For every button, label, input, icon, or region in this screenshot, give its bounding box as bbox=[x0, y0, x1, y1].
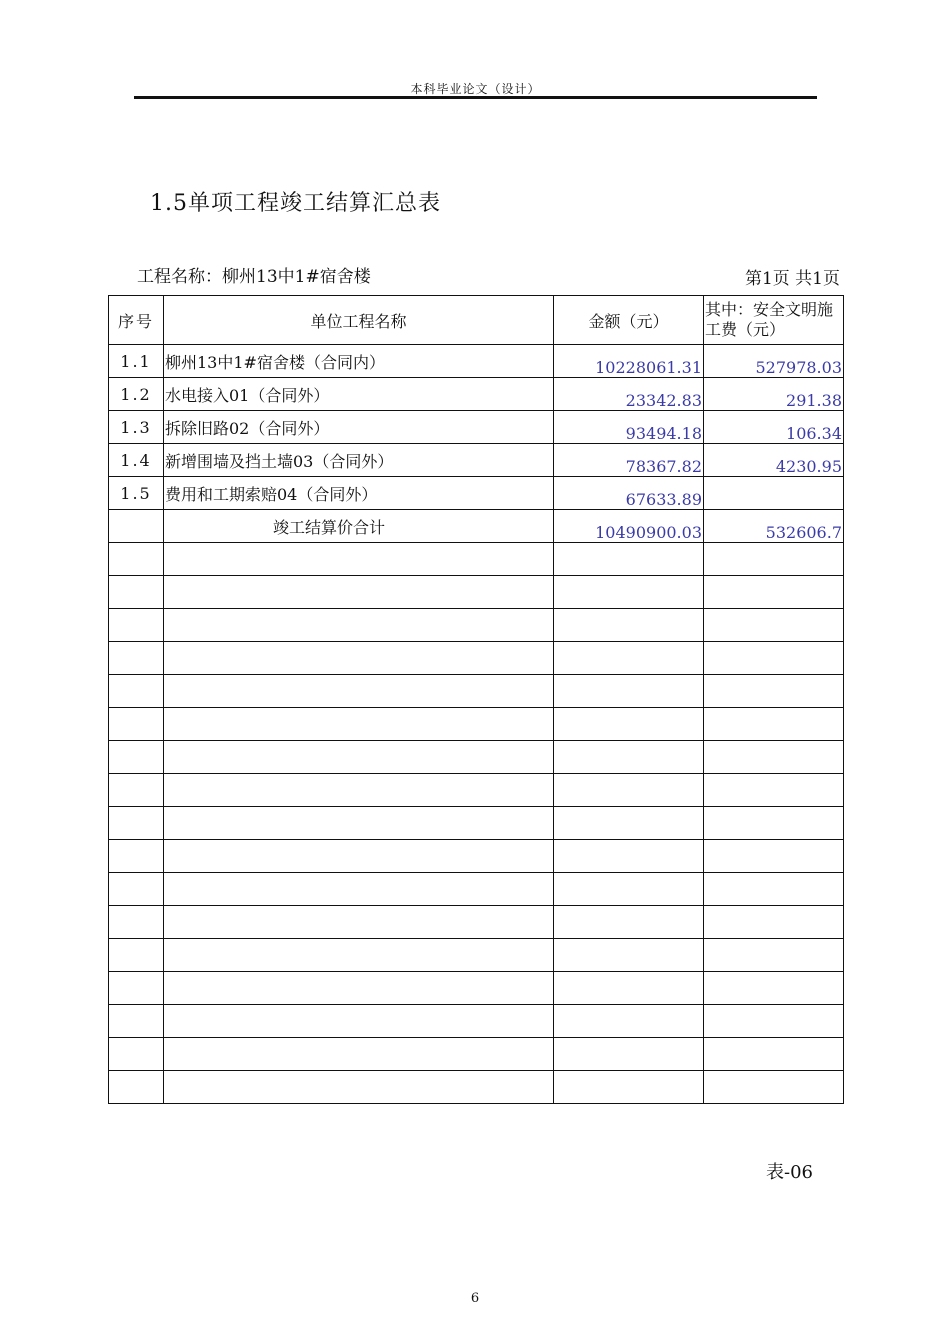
empty-cell bbox=[704, 807, 844, 840]
empty-cell bbox=[704, 873, 844, 906]
empty-cell bbox=[164, 774, 554, 807]
empty-cell bbox=[704, 609, 844, 642]
empty-row bbox=[109, 906, 844, 939]
empty-cell bbox=[164, 906, 554, 939]
row-no: 1.3 bbox=[109, 411, 164, 444]
empty-cell bbox=[554, 939, 704, 972]
table-row bbox=[109, 477, 844, 510]
empty-row bbox=[109, 741, 844, 774]
section-title: 1.5单项工程竣工结算汇总表 bbox=[150, 191, 441, 216]
empty-row bbox=[109, 1038, 844, 1071]
empty-cell bbox=[554, 906, 704, 939]
row-amount: 23342.83 bbox=[554, 378, 704, 411]
total-amount: 10490900.03 bbox=[554, 510, 704, 543]
row-amount: 67633.89 bbox=[554, 477, 704, 510]
empty-cell bbox=[554, 873, 704, 906]
row-safety-fee: 527978.03 bbox=[704, 345, 844, 378]
page-number: 6 bbox=[470, 1291, 480, 1306]
total-safety-fee: 532606.7 bbox=[704, 510, 844, 543]
table-row bbox=[109, 411, 844, 444]
empty-cell bbox=[704, 741, 844, 774]
row-safety-fee: 106.34 bbox=[704, 411, 844, 444]
table-header-row bbox=[109, 296, 844, 345]
empty-row bbox=[109, 708, 844, 741]
table-tag: 表-06 bbox=[766, 1162, 813, 1183]
empty-cell bbox=[554, 1038, 704, 1071]
empty-cell bbox=[109, 807, 164, 840]
empty-cell bbox=[109, 741, 164, 774]
empty-cell bbox=[704, 576, 844, 609]
empty-cell bbox=[554, 609, 704, 642]
row-amount: 78367.82 bbox=[554, 444, 704, 477]
running-header: 本科毕业论文（设计） bbox=[410, 82, 541, 96]
row-name: 费用和工期索赔04（合同外） bbox=[164, 477, 554, 510]
empty-cell bbox=[164, 675, 554, 708]
empty-cell bbox=[554, 675, 704, 708]
empty-cell bbox=[704, 906, 844, 939]
row-safety-fee bbox=[704, 477, 844, 510]
empty-cell bbox=[554, 708, 704, 741]
empty-row bbox=[109, 939, 844, 972]
row-name: 拆除旧路02（合同外） bbox=[164, 411, 554, 444]
empty-row bbox=[109, 642, 844, 675]
empty-cell bbox=[704, 675, 844, 708]
empty-cell bbox=[164, 972, 554, 1005]
empty-row bbox=[109, 1005, 844, 1038]
empty-row bbox=[109, 873, 844, 906]
empty-cell bbox=[164, 1038, 554, 1071]
empty-cell bbox=[554, 642, 704, 675]
empty-cell bbox=[164, 576, 554, 609]
row-no: 1.4 bbox=[109, 444, 164, 477]
empty-cell bbox=[704, 1005, 844, 1038]
empty-cell bbox=[164, 840, 554, 873]
page-info: 第1页 共1页 bbox=[744, 269, 840, 289]
empty-cell bbox=[704, 840, 844, 873]
empty-row bbox=[109, 807, 844, 840]
empty-cell bbox=[109, 708, 164, 741]
empty-row bbox=[109, 840, 844, 873]
empty-cell bbox=[109, 906, 164, 939]
empty-cell bbox=[554, 1005, 704, 1038]
empty-cell bbox=[109, 873, 164, 906]
empty-cell bbox=[164, 708, 554, 741]
empty-cell bbox=[704, 1038, 844, 1071]
empty-cell bbox=[109, 642, 164, 675]
header-no: 序号 bbox=[109, 296, 164, 345]
row-no: 1.1 bbox=[109, 345, 164, 378]
empty-cell bbox=[554, 840, 704, 873]
row-amount: 93494.18 bbox=[554, 411, 704, 444]
row-no: 1.5 bbox=[109, 477, 164, 510]
empty-cell bbox=[164, 609, 554, 642]
table-row bbox=[109, 378, 844, 411]
empty-cell bbox=[164, 1071, 554, 1104]
empty-cell bbox=[554, 1071, 704, 1104]
empty-cell bbox=[704, 774, 844, 807]
row-name: 新增围墙及挡土墙03（合同外） bbox=[164, 444, 554, 477]
empty-cell bbox=[554, 807, 704, 840]
empty-cell bbox=[109, 675, 164, 708]
empty-cell bbox=[554, 972, 704, 1005]
empty-cell bbox=[109, 609, 164, 642]
empty-cell bbox=[704, 939, 844, 972]
empty-cell bbox=[554, 741, 704, 774]
empty-row bbox=[109, 972, 844, 1005]
empty-cell bbox=[109, 543, 164, 576]
total-label: 竣工结算价合计 bbox=[164, 510, 554, 543]
empty-cell bbox=[704, 708, 844, 741]
header-amount: 金额（元） bbox=[554, 296, 704, 345]
header-name: 单位工程名称 bbox=[164, 296, 554, 345]
row-safety-fee: 291.38 bbox=[704, 378, 844, 411]
header-rule bbox=[134, 96, 817, 99]
summary-table bbox=[108, 295, 844, 1104]
empty-cell bbox=[704, 972, 844, 1005]
table-row bbox=[109, 444, 844, 477]
empty-cell bbox=[109, 1005, 164, 1038]
empty-cell bbox=[164, 543, 554, 576]
empty-row bbox=[109, 774, 844, 807]
empty-cell bbox=[109, 1038, 164, 1071]
empty-cell bbox=[554, 576, 704, 609]
empty-cell bbox=[109, 972, 164, 1005]
empty-cell bbox=[164, 807, 554, 840]
total-no bbox=[109, 510, 164, 543]
empty-cell bbox=[704, 642, 844, 675]
empty-row bbox=[109, 609, 844, 642]
empty-cell bbox=[109, 1071, 164, 1104]
row-no: 1.2 bbox=[109, 378, 164, 411]
empty-cell bbox=[554, 543, 704, 576]
empty-cell bbox=[164, 873, 554, 906]
total-row bbox=[109, 510, 844, 543]
row-name: 柳州13中1#宿舍楼（合同内） bbox=[164, 345, 554, 378]
empty-cell bbox=[109, 840, 164, 873]
empty-cell bbox=[704, 1071, 844, 1104]
row-safety-fee: 4230.95 bbox=[704, 444, 844, 477]
empty-cell bbox=[704, 543, 844, 576]
empty-row bbox=[109, 1071, 844, 1104]
empty-cell bbox=[164, 741, 554, 774]
empty-row bbox=[109, 675, 844, 708]
empty-cell bbox=[109, 939, 164, 972]
empty-cell bbox=[164, 642, 554, 675]
empty-cell bbox=[109, 576, 164, 609]
header-safety-fee: 其中：安全文明施工费（元） bbox=[704, 296, 844, 345]
project-name: 工程名称：柳州13中1#宿舍楼 bbox=[137, 267, 371, 287]
row-amount: 10228061.31 bbox=[554, 345, 704, 378]
empty-cell bbox=[109, 774, 164, 807]
empty-row bbox=[109, 543, 844, 576]
table-row bbox=[109, 345, 844, 378]
empty-cell bbox=[554, 774, 704, 807]
empty-cell bbox=[164, 1005, 554, 1038]
empty-row bbox=[109, 576, 844, 609]
empty-cell bbox=[164, 939, 554, 972]
row-name: 水电接入01（合同外） bbox=[164, 378, 554, 411]
